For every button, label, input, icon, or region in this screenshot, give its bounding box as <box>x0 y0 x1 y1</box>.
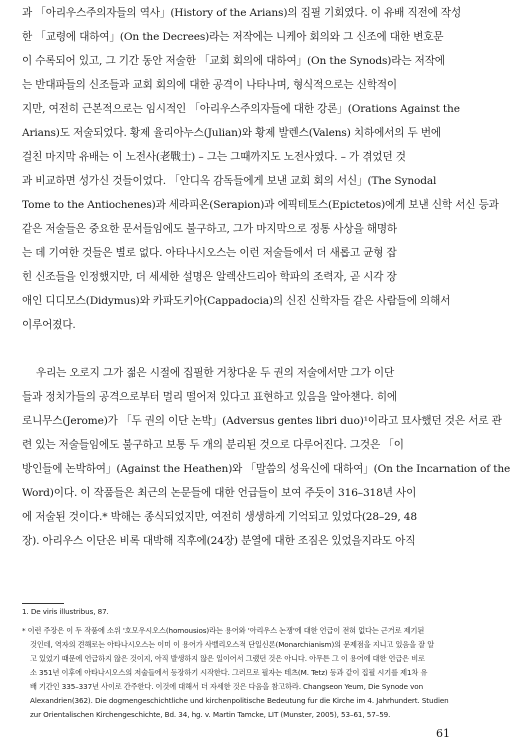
text-line: 장). 아리우스 이단은 비록 대박해 직후에(24장) 분열에 대한 조짐은 있었을지라도 아직 <box>22 535 416 547</box>
text-line: 힌 신조들을 인정했지만, 더 세세한 설명은 알렉산드리아 학파의 조력자, 곧 시각 장 <box>22 271 397 283</box>
text-line: 걸친 마지막 유배는 이 노전사(老戰士) – 그는 그때까지도 노전사였다. – 가 겪었던 것 <box>22 151 406 163</box>
text-line: Arians)도 저술되었다. 황제 율리아누스(Julian)와 황제 발렌스(Valens) 치하에서의 두 번에 <box>22 127 441 139</box>
text-line: Word)이다. 이 작품들은 최근의 논문들에 대한 언급들이 보여 주듯이 316–318년 사이 <box>22 487 417 499</box>
text-line: 같은 저술들은 중요한 문서들임에도 불구하고, 그가 마지막으로 정통 사상을 해명하 <box>22 223 398 235</box>
text-line: 과 비교하면 성가신 것들이었다. 「안디옥 감독들에게 보낸 교회 회의 서신」(The Synodal <box>22 175 437 187</box>
footnote-line: 배 기간인 335–337년 사이로 간주한다. 이것에 대해서 더 자세한 것은 다음을 참고하라. Changseon Yeum, Die Synode von <box>30 682 424 691</box>
text-line: 는 데 기여한 것들은 별로 없다. 아타나시오스는 이런 저술들에서 더 새롭고 균형 잡 <box>22 247 397 259</box>
text-line: 애인 디디모스(Didymus)와 카파도키아(Cappadocia)의 신진 신학자들 같은 사람들에 의해서 <box>22 295 451 307</box>
text-line: 로니무스(Jerome)가 「두 권의 이단 논박」(Adversus gentes libri duo)¹이라고 묘사했던 것은 서로 관 <box>22 415 502 427</box>
page-number: 61 <box>436 727 450 740</box>
text-line: 는 반대파들의 신조들과 교회 회의에 대한 공격이 나타나며, 형식적으로는 신학적이 <box>22 79 398 91</box>
text-line: 련 있는 저술들임에도 불구하고 보통 두 개의 분리된 것으로 다루어진다. 그것은 「이 <box>22 439 404 451</box>
footnote-line: 고 있었기 때문에 언급하지 않은 것이지, 아직 발생하지 않은 일이어서 그랬던 것은 아니다. 아무튼 그 이 용어에 대한 언급은 비로 <box>30 654 425 663</box>
footnote-line: 소 351년 이후에 아타나시오스의 저술들에서 등장하기 시작한다. 그러므로 필자는 테츠(M. Tetz) 등과 같이 집필 시기를 제1차 유 <box>30 668 428 677</box>
text-line: 들과 정치가들의 공격으로부터 멀리 떨어져 있다고 표현하고 있음을 알아챈다. 히에 <box>22 391 398 403</box>
text-line: 이 수록되어 있고, 그 기간 동안 저술한 「교회 회의에 대하여」(On the Synods)라는 저작에 <box>22 55 445 67</box>
text-line: Tome to the Antiochenes)과 세라피온(Serapion)과 에픽테토스(Epictetos)에게 보낸 신학 서신 등과 <box>22 199 499 211</box>
footnote-line: zur Orientalischen Kirchengeschichte, Bd. 34, hg. v. Martin Tamcke, LIT (Munster, 2005), 53–61, 57–59. <box>30 710 391 719</box>
footnote-line: 것인데, 역자의 견해로는 아타나시오스는 이미 이 용어가 사벨리오스적 단일신론(Monarchianism)의 문제점을 지니고 있음을 잘 알 <box>30 640 435 649</box>
footnote-star: * 이런 주장은 이 두 작품에 소위 '호모우시오스(homousios)라는 용어와 '아리우스 논쟁'에 대한 언급이 전혀 없다는 근거로 제기된 <box>22 626 425 635</box>
text-line: 우리는 오로지 그가 젊은 시절에 집필한 거창다운 두 권의 저술에서만 그가 이단 <box>36 367 395 379</box>
footnote-divider <box>22 603 64 604</box>
text-line: 한 「교령에 대하여」(On the Decrees)라는 저작에는 니케아 회의와 그 신조에 대한 변호문 <box>22 31 444 43</box>
footnote-1: 1. De viris illustribus, 87. <box>22 607 109 616</box>
text-line: 이루어졌다. <box>22 319 76 331</box>
footnote-line: Alexandrien(362). Die dogmengeschichtliche und kirchenpolitische Bedeutung fur die Kirche im 4. Jahrhundert. Studien <box>30 696 449 705</box>
text-line: 에 저술된 것이다.* 박해는 종식되었지만, 여전히 생생하게 기억되고 있었다(28–29, 48 <box>22 511 417 523</box>
text-line: 과 「아리우스주의자들의 역사」(History of the Arians)의 집필 기회였다. 이 유배 직전에 작성 <box>22 7 462 19</box>
text-line: 지만, 여전히 근본적으로는 임시적인 「아리우스주의자들에 대한 강론」(Orations Against the <box>22 103 460 115</box>
text-line: 방인들에 논박하여」(Against the Heathen)와 「말씀의 성육신에 대하여」(On the Incarnation of the <box>22 463 510 475</box>
